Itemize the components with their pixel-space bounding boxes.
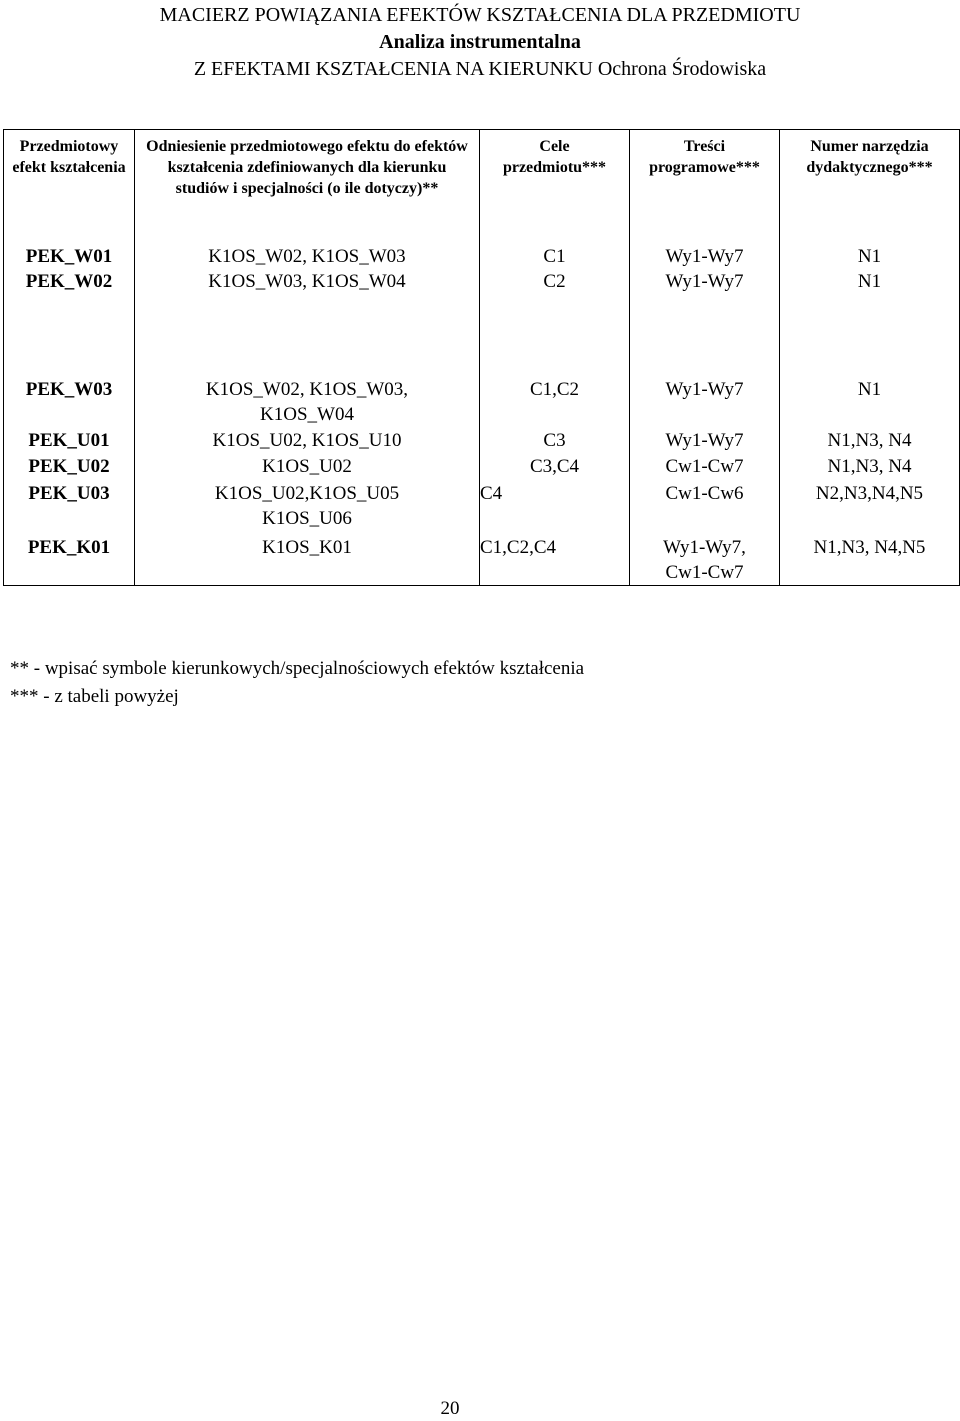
cell-reference: K1OS_K01 (135, 535, 480, 586)
cell-effect: PEK_U01 (4, 428, 135, 454)
table-row (4, 454, 960, 481)
cell-effect: PEK_W01 (4, 244, 135, 269)
table-row (4, 481, 960, 535)
cell-tools: N1,N3, N4 (780, 428, 960, 454)
cell-content: Cw1-Cw6 (630, 481, 780, 535)
cell-reference: K1OS_W02, K1OS_W03, K1OS_W04 (135, 377, 480, 428)
cell-reference: K1OS_U02, K1OS_U10 (135, 428, 480, 454)
cell-effect: PEK_W03 (4, 377, 135, 428)
cell-goals: C1 (480, 244, 630, 269)
table-row (4, 269, 960, 377)
cell-content: Wy1-Wy7 (630, 377, 780, 428)
cell-goals: C1,C2 (480, 377, 630, 428)
cell-effect: PEK_W02 (4, 269, 135, 377)
header-cell: Numer narzędzia dydaktycznego*** (780, 130, 960, 245)
cell-reference: K1OS_U02,K1OS_U05 K1OS_U06 (135, 481, 480, 535)
footnote: *** - z tabeli powyżej (10, 686, 179, 707)
cell-tools: N1 (780, 244, 960, 269)
cell-tools: N1 (780, 269, 960, 377)
cell-tools: N1 (780, 377, 960, 428)
cell-goals: C1,C2,C4 (480, 535, 630, 586)
course-name: Analiza instrumentalna (379, 31, 581, 53)
cell-tools: N1,N3, N4,N5 (780, 535, 960, 586)
effects-matrix-table (3, 129, 960, 586)
table-row (4, 244, 960, 269)
cell-content: Wy1-Wy7, Cw1-Cw7 (630, 535, 780, 586)
header-cell: Przedmiotowy efekt kształcenia (4, 130, 135, 245)
cell-content: Wy1-Wy7 (630, 428, 780, 454)
cell-effect: PEK_U02 (4, 454, 135, 481)
cell-effect: PEK_U03 (4, 481, 135, 535)
table-row (4, 377, 960, 428)
cell-reference: K1OS_U02 (135, 454, 480, 481)
cell-goals: C4 (480, 481, 630, 535)
cell-tools: N1,N3, N4 (780, 454, 960, 481)
table-row (4, 535, 960, 586)
header-cell: Odniesienie przedmiotowego efektu do efektów kształcenia zdefiniowanych dla kierunku studiów i specjalności (o ile dotyczy)** (135, 130, 480, 245)
table-header-row (4, 130, 960, 245)
table-row (4, 428, 960, 454)
cell-effect: PEK_K01 (4, 535, 135, 586)
header-cell: Cele przedmiotu*** (480, 130, 630, 245)
cell-reference: K1OS_W02, K1OS_W03 (135, 244, 480, 269)
footnote: ** - wpisać symbole kierunkowych/specjalnościowych efektów kształcenia (10, 658, 585, 679)
cell-goals: C2 (480, 269, 630, 377)
cell-goals: C3 (480, 428, 630, 454)
cell-reference: K1OS_W03, K1OS_W04 (135, 269, 480, 377)
cell-content: Wy1-Wy7 (630, 269, 780, 377)
header-cell: Treści programowe*** (630, 130, 780, 245)
cell-goals: C3,C4 (480, 454, 630, 481)
doc-title: MACIERZ POWIĄZANIA EFEKTÓW KSZTAŁCENIA DLA PRZEDMIOTU (159, 4, 801, 26)
page-number: 20 (440, 1398, 460, 1419)
cell-tools: N2,N3,N4,N5 (780, 481, 960, 535)
cell-content: Cw1-Cw7 (630, 454, 780, 481)
cell-content: Wy1-Wy7 (630, 244, 780, 269)
doc-subtitle: Z EFEKTAMI KSZTAŁCENIA NA KIERUNKU Ochrona Środowiska (193, 58, 767, 80)
